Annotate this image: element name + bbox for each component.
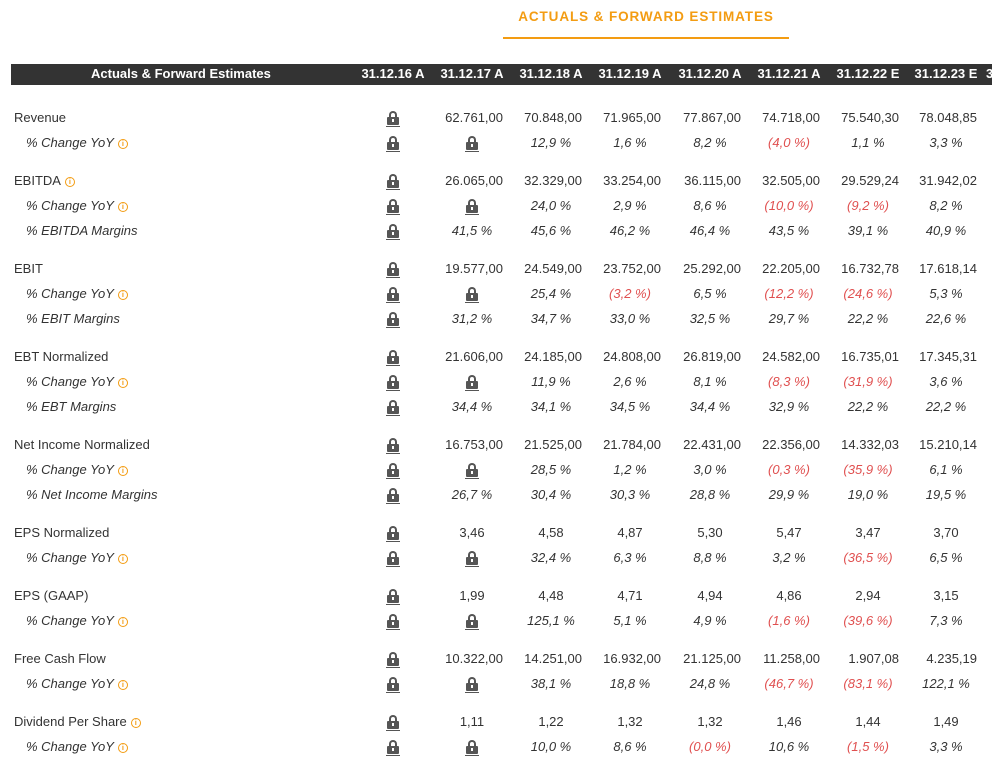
table-cell: 8,1 % [693,374,727,389]
row-label [26,613,128,628]
table-cell: 16.932,00 [603,651,661,666]
info-icon[interactable]: i [118,617,128,627]
table-cell: 4,48 [538,588,564,603]
lock-icon[interactable] [387,136,399,150]
lock-icon[interactable] [387,111,399,125]
table-cell: (3,2 %) [609,286,651,301]
table-cell: 29,9 % [768,487,810,502]
table-cell: 1,22 [538,714,564,729]
table-cell: 8,2 % [929,198,963,213]
lock-icon[interactable] [387,488,399,502]
table-cell: 125,1 % [527,613,575,628]
lock-icon[interactable] [387,740,399,754]
info-icon[interactable]: i [118,743,128,753]
row-label-text: EPS (GAAP) [14,588,89,603]
table-cell: (0,3 %) [768,462,810,477]
lock-icon[interactable] [387,312,399,326]
header-col-0: 31.12.16 A [361,66,425,81]
table-cell: 34,5 % [609,399,651,414]
row-label-text: % EBIT Margins [26,311,120,326]
lock-icon[interactable] [387,287,399,301]
table-cell: 2,6 % [613,374,647,389]
table-cell: 21.606,00 [445,349,503,364]
header-col-3: 31.12.19 A [598,66,662,81]
table-cell: 1,44 [855,714,881,729]
row-label [26,739,128,754]
table-cell: 12,9 % [530,135,572,150]
table-cell: 17.345,31 [919,349,977,364]
table-cell: 30,4 % [530,487,572,502]
table-cell: 11.258,00 [763,651,820,666]
table-cell: (9,2 %) [847,198,889,213]
table-cell: 5,47 [776,525,802,540]
table-cell: 1,2 % [613,462,647,477]
table-cell: 4,9 % [693,613,727,628]
table-cell: 71.965,00 [603,110,661,125]
row-label [26,135,128,150]
table-cell: (10,0 %) [764,198,814,213]
table-cell: 6,5 % [929,550,963,565]
table-row [0,546,992,571]
table-cell: 21.125,00 [683,651,741,666]
row-label [26,198,128,213]
lock-icon[interactable] [387,526,399,540]
table-cell: (31,9 %) [843,374,893,389]
header-col-8: 3 [986,66,993,81]
table-cell: (4,0 %) [768,135,810,150]
table-cell: 4,87 [617,525,643,540]
table-cell: 33.254,00 [603,173,661,188]
table-cell: 8,6 % [693,198,727,213]
table-cell: 31.942,02 [919,173,977,188]
table-row [0,735,992,760]
table-cell: 34,1 % [530,399,572,414]
table-cell: 1,46 [776,714,802,729]
table-cell: 25.292,00 [683,261,741,276]
table-cell: 3,70 [933,525,959,540]
table-cell: 8,2 % [693,135,727,150]
table-cell: 19,0 % [847,487,889,502]
table-cell: 1.907,08 [848,651,899,666]
table-cell: 26,7 % [451,487,493,502]
lock-icon[interactable] [387,438,399,452]
table-cell: 22,6 % [925,311,967,326]
row-label [14,437,150,452]
lock-icon[interactable] [466,375,478,389]
table-cell: 7,3 % [929,613,963,628]
table-cell: (36,5 %) [843,550,893,565]
info-icon[interactable]: i [118,290,128,300]
table-cell: 24.582,00 [762,349,820,364]
table-cell: 28,5 % [530,462,572,477]
row-label [26,676,128,691]
row-label-text: % Change YoY [26,198,114,213]
table-cell: (35,9 %) [843,462,893,477]
table-cell: 26.065,00 [445,173,503,188]
table-cell: 43,5 % [768,223,810,238]
table-cell: 1,99 [459,588,485,603]
lock-icon[interactable] [387,589,399,603]
table-cell: 5,3 % [929,286,963,301]
lock-icon[interactable] [387,652,399,666]
lock-icon[interactable] [387,174,399,188]
table-cell: 31,2 % [451,311,493,326]
row-label [14,588,88,603]
table-cell: 45,6 % [530,223,572,238]
table-cell: 23.752,00 [603,261,661,276]
row-label [26,550,128,565]
lock-icon[interactable] [387,400,399,414]
table-cell: 32,5 % [689,311,731,326]
row-label [26,462,128,477]
table-row [0,169,992,194]
table-cell: 3,6 % [929,374,963,389]
table-cell: 32.329,00 [524,173,582,188]
table-cell: 29.529,24 [841,173,899,188]
table-cell: 22,2 % [847,311,889,326]
header-col-5: 31.12.21 A [757,66,821,81]
table-cell: 24,0 % [530,198,572,213]
row-label-text: % Change YoY [26,676,114,691]
lock-icon[interactable] [387,715,399,729]
header-label: Actuals & Forward Estimates [91,66,271,81]
row-label-text: % Change YoY [26,462,114,477]
table-row [0,257,992,282]
table-cell: 34,4 % [689,399,731,414]
lock-icon[interactable] [466,287,478,301]
row-label [14,110,66,125]
table-cell: 3,47 [855,525,881,540]
table-row [0,282,992,307]
header-col-7: 31.12.23 E [914,66,978,81]
table-cell: 14.332,03 [841,437,899,452]
row-label-text: % Net Income Margins [26,487,158,502]
table-cell: 3,15 [933,588,959,603]
row-label-text: EPS Normalized [14,525,110,540]
table-row [0,647,992,672]
lock-icon[interactable] [387,463,399,477]
table-row [0,307,992,332]
table-cell: 24,8 % [689,676,731,691]
table-cell: 4,71 [617,588,643,603]
table-cell: 19,5 % [925,487,967,502]
table-row [0,458,992,483]
row-label [14,349,108,364]
row-label-text: Revenue [14,110,67,125]
row-label [14,525,109,540]
header-col-2: 31.12.18 A [519,66,583,81]
table-row [0,131,992,156]
info-icon[interactable]: i [118,202,128,212]
row-label [26,487,158,502]
table-cell: 24.185,00 [524,349,582,364]
row-label [14,173,75,188]
table-cell: 1,32 [697,714,723,729]
header-col-6: 31.12.22 E [836,66,900,81]
table-cell: 5,1 % [613,613,647,628]
row-label [14,261,43,276]
table-cell: (39,6 %) [843,613,893,628]
table-cell: 21.525,00 [524,437,582,452]
table-cell: 1,6 % [613,135,647,150]
table-cell: 46,2 % [609,223,651,238]
table-cell: 4,94 [697,588,723,603]
table-cell: (24,6 %) [843,286,893,301]
table-cell: 3,0 % [693,462,727,477]
lock-icon[interactable] [387,199,399,213]
lock-icon[interactable] [466,136,478,150]
table-cell: 19.577,00 [445,261,503,276]
table-row [0,609,992,634]
table-cell: 8,6 % [613,739,647,754]
table-cell: 24.549,00 [524,261,582,276]
table-cell: 46,4 % [689,223,731,238]
row-label-text: % Change YoY [26,135,114,150]
row-label-text: % EBT Margins [26,399,117,414]
active-tab-underline [503,37,789,39]
row-label [26,311,120,326]
table-row [0,395,992,420]
lock-icon[interactable] [387,224,399,238]
info-icon[interactable]: i [131,718,141,728]
table-cell: 122,1 % [922,676,970,691]
lock-icon[interactable] [387,262,399,276]
table-cell: 6,1 % [929,462,963,477]
table-row [0,672,992,697]
table-cell: 16.735,01 [841,349,899,364]
table-cell: (1,5 %) [847,739,889,754]
table-cell: 41,5 % [451,223,493,238]
row-label-text: % EBITDA Margins [26,223,138,238]
table-row [0,345,992,370]
table-cell: 78.048,85 [919,110,977,125]
row-label [26,286,128,301]
table-row [0,433,992,458]
row-label [26,223,138,238]
header-col-4: 31.12.20 A [678,66,742,81]
row-label-text: Free Cash Flow [14,651,106,666]
table-cell: 10,0 % [530,739,572,754]
row-label-text: % Change YoY [26,550,114,565]
lock-icon[interactable] [466,463,478,477]
table-cell: 33,0 % [609,311,651,326]
lock-icon[interactable] [466,551,478,565]
table-cell: 24.808,00 [603,349,661,364]
info-icon[interactable]: i [118,466,128,476]
lock-icon[interactable] [387,614,399,628]
row-label-text: % Change YoY [26,613,114,628]
table-cell: (46,7 %) [764,676,814,691]
table-cell: (1,6 %) [768,613,810,628]
table-cell: 22.431,00 [683,437,741,452]
table-cell: 16.732,78 [841,261,899,276]
lock-icon[interactable] [387,551,399,565]
table-cell: 22.356,00 [762,437,820,452]
row-label-text: % Change YoY [26,739,114,754]
table-cell: 18,8 % [609,676,651,691]
row-label-text: % Change YoY [26,286,114,301]
table-cell: 22,2 % [925,399,967,414]
tab-bar [0,0,992,42]
table-cell: 62.761,00 [445,110,503,125]
table-cell: 32,9 % [768,399,810,414]
lock-icon[interactable] [466,614,478,628]
table-cell: 3,3 % [929,135,963,150]
info-icon[interactable]: i [65,177,75,187]
row-label-text: Net Income Normalized [14,437,150,452]
table-cell: 32,4 % [530,550,572,565]
table-cell: 3,46 [459,525,485,540]
table-cell: 32.505,00 [762,173,820,188]
table-cell: 2,9 % [613,198,647,213]
table-cell: 30,3 % [609,487,651,502]
table-cell: 74.718,00 [762,110,820,125]
table-cell: 34,4 % [451,399,493,414]
table-cell: 22.205,00 [762,261,820,276]
info-icon[interactable]: i [118,680,128,690]
table-cell: 4.235,19 [926,651,977,666]
table-row [0,521,992,546]
lock-icon[interactable] [466,677,478,691]
table-cell: 5,30 [697,525,723,540]
info-icon[interactable]: i [118,554,128,564]
table-cell: 1,32 [617,714,643,729]
table-cell: 40,9 % [925,223,967,238]
row-label-text: EBIT [14,261,43,276]
table-cell: 34,7 % [530,311,572,326]
table-row [0,710,992,735]
table-row [0,483,992,508]
lock-icon[interactable] [387,350,399,364]
row-label [26,374,128,389]
table-cell: 70.848,00 [524,110,582,125]
table-cell: 21.784,00 [603,437,661,452]
table-cell: 4,58 [538,525,564,540]
table-cell: (0,0 %) [689,739,731,754]
table-cell: 10.322,00 [445,651,503,666]
row-label [14,651,106,666]
table-cell: 1,49 [933,714,959,729]
tab-actuals-forward-estimates[interactable]: ACTUALS & FORWARD ESTIMATES [518,9,774,24]
table-cell: 28,8 % [689,487,731,502]
table-cell: (8,3 %) [768,374,810,389]
table-cell: 25,4 % [530,286,572,301]
table-cell: 17.618,14 [919,261,977,276]
lock-icon[interactable] [387,677,399,691]
table-cell: 29,7 % [768,311,810,326]
lock-icon[interactable] [387,375,399,389]
table-cell: 8,8 % [693,550,727,565]
table-row [0,194,992,219]
table-row [0,370,992,395]
info-icon[interactable]: i [118,378,128,388]
table-cell: 3,2 % [772,550,806,565]
table-cell: 2,94 [855,588,881,603]
row-label-text: EBT Normalized [14,349,109,364]
row-label [26,399,116,414]
table-cell: 38,1 % [530,676,572,691]
table-cell: (12,2 %) [764,286,814,301]
table-cell: 22,2 % [847,399,889,414]
table-cell: 1,1 % [851,135,885,150]
table-row [0,106,992,131]
info-icon[interactable]: i [118,139,128,149]
lock-icon[interactable] [466,199,478,213]
row-label-text: % Change YoY [26,374,114,389]
table-header [11,64,992,85]
lock-icon[interactable] [466,740,478,754]
table-cell: 3,3 % [929,739,963,754]
table-cell: 15.210,14 [919,437,977,452]
table-row [0,584,992,609]
table-cell: 11,9 % [531,374,571,389]
table-cell: 4,86 [776,588,802,603]
row-label-text: EBITDA [14,173,61,188]
table-cell: 39,1 % [847,223,889,238]
table-cell: 6,3 % [613,550,647,565]
table-cell: 16.753,00 [445,437,503,452]
table-row [0,219,992,244]
table-cell: 75.540,30 [841,110,899,125]
table-cell: 26.819,00 [683,349,741,364]
row-label-text: Dividend Per Share [14,714,127,729]
table-cell: (83,1 %) [843,676,893,691]
table-cell: 10,6 % [768,739,810,754]
table-cell: 77.867,00 [683,110,741,125]
table-cell: 36.115,00 [684,173,741,188]
table-cell: 1,11 [459,714,485,729]
table-cell: 6,5 % [693,286,727,301]
row-label [14,714,141,729]
table-cell: 14.251,00 [524,651,582,666]
header-col-1: 31.12.17 A [440,66,504,81]
